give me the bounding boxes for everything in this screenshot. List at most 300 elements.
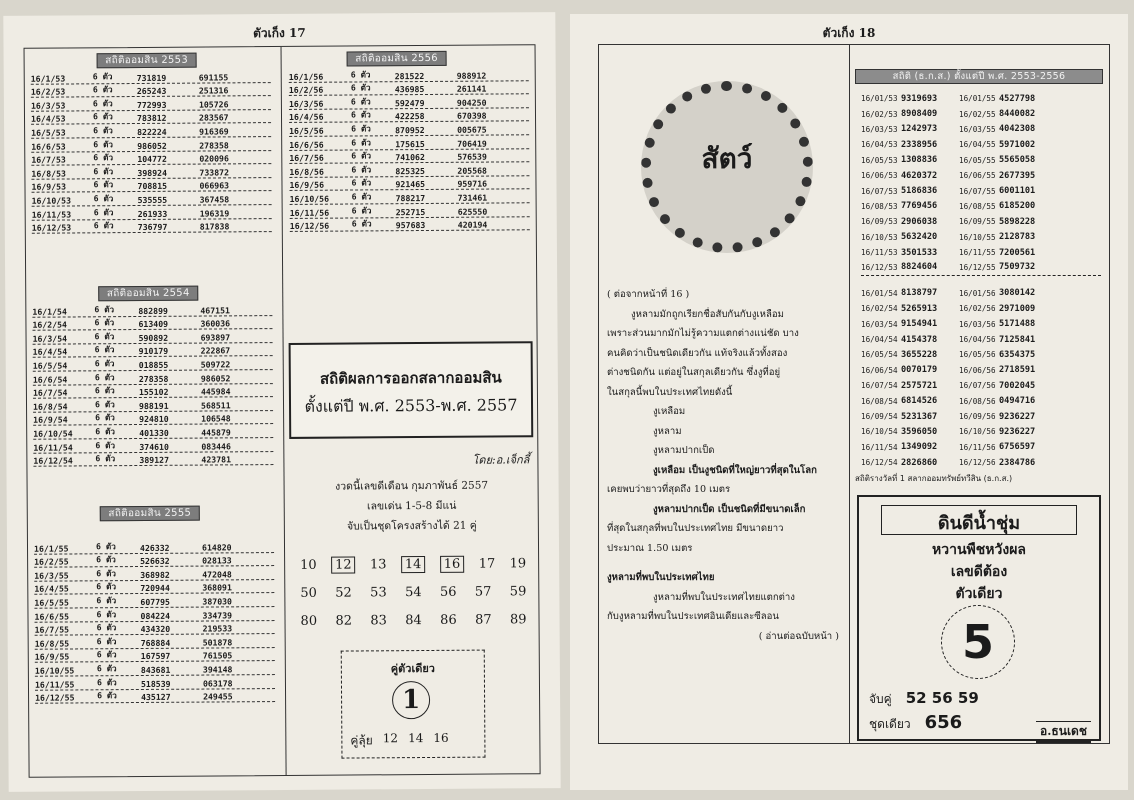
table-cell: 6 ตัว — [96, 581, 117, 592]
promo-digit: 5 — [941, 605, 1015, 679]
table-cell: 6 ตัว — [92, 70, 113, 81]
stats-row — [861, 378, 1101, 393]
table-cell: 568511 — [200, 400, 231, 411]
table-cell: 6 ตัว — [94, 344, 115, 355]
table-cell: 16/12/53 — [31, 222, 72, 233]
stats-cell: 16/08/56 — [959, 396, 996, 406]
table-cell: 518539 — [140, 678, 171, 689]
number-cell: 50 — [300, 585, 317, 601]
table-cell: 6 ตัว — [92, 111, 113, 122]
table-cell: 028133 — [202, 555, 232, 566]
stats-row — [861, 214, 1101, 229]
title-box — [289, 341, 534, 439]
article-line: งูเหลือม — [653, 406, 686, 417]
table-cell: 426332 — [139, 542, 170, 553]
table-cell: 6 ตัว — [95, 439, 116, 450]
single-digit: 1 — [392, 681, 430, 719]
table-cell: 16/8/56 — [289, 166, 324, 177]
table-cell: 16/2/55 — [34, 556, 69, 567]
stats-cell: 5971002 — [999, 139, 1036, 150]
table-cell: 736797 — [137, 221, 168, 233]
table-cell: 16/8/54 — [32, 401, 68, 412]
table-cell: 083446 — [201, 440, 231, 452]
stats-cell: 6185200 — [999, 201, 1036, 212]
table-cell: 6 ตัว — [351, 218, 372, 229]
table-cell: 278358 — [199, 139, 229, 151]
table-cell: 16/3/55 — [34, 570, 69, 581]
stats-cell: 16/09/56 — [959, 412, 996, 421]
table-cell: 16/12/54 — [33, 455, 73, 466]
table-cell: 607795 — [140, 596, 171, 607]
number-cell: 16 — [440, 555, 465, 572]
article-line: ประมาณ 1.50 เมตร — [607, 542, 693, 554]
table-cell: 401330 — [139, 427, 169, 438]
table-cell: 167597 — [140, 651, 171, 662]
number-cell: 57 — [474, 584, 492, 600]
table-cell: 16/3/56 — [288, 98, 324, 109]
stats-cell: 16/07/56 — [959, 381, 996, 391]
stats-cell: 2677395 — [999, 170, 1036, 181]
stats-row — [861, 316, 1101, 331]
pair-label: จับคู่ — [869, 692, 892, 706]
stats-cell: 7002045 — [999, 380, 1036, 391]
table-cell: 924810 — [139, 414, 169, 425]
table-cell: 472048 — [202, 569, 232, 580]
table-cell: 6 ตัว — [92, 84, 113, 95]
table-cell: 105726 — [198, 99, 229, 110]
number-cell: 84 — [405, 612, 422, 628]
table-cell: 16/6/54 — [32, 374, 68, 385]
stats-cell: 6354375 — [999, 349, 1036, 360]
stats-cell: 16/05/56 — [959, 350, 996, 360]
number-cell: 54 — [404, 584, 422, 600]
table-cell: 16/10/56 — [289, 193, 330, 204]
table-cell: 882899 — [138, 305, 168, 316]
table-cell: 613409 — [138, 318, 169, 330]
table-cell: 6 ตัว — [95, 453, 116, 464]
number-cell: 53 — [370, 584, 387, 600]
table-cell: 16/11/54 — [33, 441, 73, 453]
table-cell: 6 ตัว — [94, 317, 115, 328]
left-page-frame — [24, 44, 541, 778]
table-cell: 16/4/53 — [30, 113, 66, 125]
stats-cell: 2971009 — [999, 303, 1036, 314]
number-cell: 19 — [509, 555, 527, 571]
promo-pairs — [869, 689, 979, 709]
stats-cell: 7125841 — [999, 334, 1036, 345]
table-cell: 16/7/55 — [34, 624, 70, 635]
stats-cell: 8824604 — [901, 262, 938, 273]
stats-cell: 7200561 — [999, 247, 1036, 258]
article-line: งูหลาม — [653, 425, 682, 437]
table-cell: 670398 — [456, 110, 487, 122]
article-line: งูหลามมักถูกเรียกชื่อสับกันกับงูเหลือม — [631, 308, 784, 320]
table-cell: 16/8/55 — [34, 638, 70, 649]
table-cell: 281522 — [394, 70, 425, 81]
table-cell: 16/2/53 — [30, 86, 66, 97]
promo-set — [869, 712, 962, 734]
table-header-2554: สถิติออมสิน 2554 — [98, 286, 198, 302]
stats-cell: 16/03/54 — [861, 319, 898, 329]
table-cell: 445984 — [200, 386, 231, 397]
table-cell: 16/11/55 — [34, 678, 75, 690]
draw-line-3: จับเป็นชุดโครงสร้างได้ 21 คู่ — [346, 519, 477, 533]
stats-cell: 2826860 — [901, 457, 938, 468]
table-cell: 509722 — [200, 359, 231, 370]
table-cell: 283567 — [198, 112, 229, 123]
stats-cell: 4527798 — [999, 93, 1036, 104]
stats-cell: 7769456 — [901, 201, 938, 212]
article-line: ต่างชนิดกัน แต่อยู่ในสกุลเดียวกัน ซึ่งงูที่อยู่ — [607, 367, 781, 378]
table-cell: 205568 — [457, 165, 488, 176]
stats-cell: 16/10/55 — [959, 232, 996, 242]
stats-cell: 2128783 — [999, 232, 1036, 243]
table-cell: 6 ตัว — [93, 152, 114, 163]
stats-cell: 16/11/56 — [959, 442, 996, 452]
stats-cell: 16/02/54 — [861, 304, 898, 314]
table-cell: 360036 — [200, 318, 231, 329]
stats-row — [861, 168, 1101, 183]
stats-cell: 16/06/54 — [861, 365, 898, 375]
table-cell: 691155 — [198, 71, 229, 83]
stats-cell: 16/10/54 — [861, 427, 898, 437]
table-cell: 6 ตัว — [93, 179, 114, 190]
stats-cell: 16/11/53 — [861, 248, 898, 258]
right-page-frame — [598, 44, 1110, 744]
stats-cell: 16/10/56 — [959, 427, 996, 437]
table-cell: 6 ตัว — [94, 398, 115, 410]
draw-line-2: เลขเด่น 1-5-8 มีแน่ — [366, 499, 457, 513]
table-cell: 916369 — [199, 126, 229, 137]
table-cell: 261141 — [456, 83, 487, 94]
stats-cell: 16/01/55 — [959, 94, 996, 104]
table-cell: 16/10/55 — [34, 665, 75, 676]
number-grid — [300, 549, 527, 635]
table-cell: 6 ตัว — [350, 82, 371, 93]
table-cell: 367458 — [199, 194, 230, 205]
stats-header: สถิติ (ธ.ก.ส.) ตั้งแต่ปี พ.ศ. 2553-2556 — [855, 69, 1103, 84]
table-cell: 6 ตัว — [351, 136, 372, 148]
table-cell: 741062 — [395, 152, 425, 163]
table-cell: 6 ตัว — [95, 540, 116, 551]
stats-cell: 7509732 — [999, 262, 1036, 273]
promo-title: ดินดีน้ำชุ่ม — [937, 513, 1021, 534]
single-box-title: คู่ตัวเดียว — [390, 661, 436, 676]
table-cell: 374610 — [139, 441, 169, 452]
table-cell: 16/2/54 — [32, 319, 68, 330]
article-line: งูหลามที่พบในประเทศไทย — [607, 572, 715, 583]
table-cell: 423781 — [201, 454, 232, 465]
promo-line-2: เลขดีต้อง — [950, 564, 1008, 580]
single-box — [341, 650, 486, 759]
stats-cell: 1242973 — [901, 124, 938, 135]
stats-cell: 5265913 — [901, 303, 938, 314]
article-intro: ( ต่อจากหน้าที่ 16 ) — [607, 289, 690, 300]
number-row — [300, 577, 526, 607]
table-cell: 435127 — [141, 691, 171, 703]
title-line-2: ตั้งแต่ปี พ.ศ. 2553-พ.ศ. 2557 — [304, 395, 518, 416]
stats-cell: 16/10/53 — [861, 232, 898, 242]
left-page — [3, 12, 560, 792]
table-cell: 6 ตัว — [93, 138, 114, 149]
table-cell: 910179 — [138, 346, 169, 357]
table-cell: 16/12/56 — [289, 220, 330, 232]
table-cell: 16/5/54 — [32, 360, 68, 371]
stats-cell: 4620372 — [901, 170, 938, 181]
promo-signature: อ.ธนเดช — [1036, 721, 1091, 743]
stats-cell: 16/07/54 — [861, 381, 898, 391]
number-row — [300, 605, 526, 635]
table-cell: 018855 — [138, 359, 169, 370]
stats-cell: 8138797 — [901, 288, 938, 299]
stats-cell: 16/12/55 — [959, 262, 996, 272]
table-cell: 6 ตัว — [94, 385, 115, 396]
table-cell: 16/12/55 — [35, 692, 75, 703]
stats-cell: 16/02/56 — [959, 304, 996, 314]
table-cell: 436985 — [394, 84, 425, 95]
table-cell: 394148 — [202, 664, 233, 675]
table-cell: 066963 — [199, 180, 230, 191]
stats-cell: 5565058 — [999, 155, 1036, 166]
table-cell: 398924 — [137, 167, 168, 178]
table-cell: 16/6/55 — [34, 611, 70, 622]
stats-cell: 2575721 — [901, 380, 938, 391]
table-cell: 817838 — [199, 221, 230, 232]
table-cell: 6 ตัว — [96, 622, 117, 633]
stats-cell: 16/12/53 — [861, 262, 898, 272]
column-divider — [281, 47, 287, 775]
table-cell: 6 ตัว — [351, 204, 372, 216]
table-cell: 16/6/56 — [289, 139, 324, 150]
number-cell: 87 — [475, 612, 492, 628]
stats-cell: 16/06/55 — [959, 171, 996, 181]
article-continue: ( อ่านต่อฉบับหน้า ) — [758, 630, 839, 642]
stats-cell: 8908409 — [901, 109, 938, 120]
table-cell: 904250 — [456, 97, 487, 108]
stats-cell: 9154941 — [901, 319, 938, 330]
stats-row — [861, 230, 1101, 245]
stats-row — [861, 183, 1101, 198]
table-cell: 196319 — [199, 207, 230, 219]
table-cell: 6 ตัว — [351, 164, 372, 175]
stats-cell: 16/05/55 — [959, 155, 996, 165]
stats-cell: 16/01/56 — [959, 288, 996, 298]
table-cell: 843681 — [140, 664, 171, 675]
table-cell: 084224 — [140, 610, 171, 621]
right-page — [570, 14, 1128, 790]
table-cell: 434320 — [140, 623, 171, 635]
stats-cell: 16/06/56 — [959, 365, 996, 375]
table-cell: 16/9/54 — [33, 414, 68, 426]
pair-value: 14 — [408, 731, 424, 746]
table-cell: 16/3/53 — [30, 100, 66, 111]
stats-cell: 2338956 — [901, 139, 938, 150]
table-cell: 16/7/56 — [289, 152, 324, 164]
stats-row — [861, 424, 1101, 439]
stats-cell: 1349092 — [901, 442, 938, 453]
stats-cell: 16/01/53 — [861, 94, 898, 104]
stats-cell: 2906038 — [901, 216, 938, 227]
table-2553 — [31, 69, 272, 234]
table-cell: 6 ตัว — [96, 595, 117, 606]
stats-cell: 16/11/55 — [959, 248, 996, 258]
number-cell: 12 — [331, 556, 356, 573]
table-2555 — [34, 539, 275, 704]
table-cell: 155102 — [138, 386, 169, 398]
stats-footer: สถิติรางวัลที่ 1 สลากออมทรัพย์ทวีสิน (ธ.ก.ส.) — [855, 474, 1013, 483]
stats-cell: 2384786 — [999, 457, 1036, 468]
promo-line-3: ตัวเดียว — [955, 586, 1003, 602]
table-cell: 592479 — [394, 97, 425, 108]
table-cell: 16/1/55 — [33, 543, 69, 554]
stats-cell: 16/01/54 — [861, 288, 898, 298]
stats-cell: 16/07/55 — [959, 186, 996, 196]
table-cell: 731819 — [136, 72, 167, 83]
table-cell: 576539 — [457, 151, 487, 162]
stats-row — [861, 245, 1101, 260]
stats-cell: 16/09/53 — [861, 217, 898, 227]
table-row — [35, 689, 275, 704]
table-cell: 6 ตัว — [351, 191, 372, 202]
table-cell: 368982 — [140, 569, 170, 580]
table-cell: 467151 — [200, 304, 230, 316]
stats-row — [861, 137, 1101, 152]
stats-cell: 0070179 — [901, 365, 938, 376]
stats-cell: 16/04/55 — [959, 140, 996, 150]
pair-values: 52 56 59 — [905, 689, 979, 707]
table-cell: 005675 — [457, 124, 487, 135]
promo-box — [857, 495, 1101, 741]
stats-cell: 16/05/54 — [861, 350, 898, 360]
table-cell: 445879 — [201, 427, 231, 438]
table-row — [33, 452, 273, 467]
number-cell: 86 — [440, 612, 457, 628]
table-2554 — [32, 302, 273, 467]
table-cell: 16/1/56 — [288, 71, 324, 82]
table-row — [32, 219, 272, 234]
number-cell: 89 — [509, 611, 527, 627]
table-header-2553: สถิติออมสิน 2553 — [97, 53, 197, 69]
column-divider — [849, 45, 850, 743]
stats-cell: 3080142 — [999, 288, 1036, 299]
table-cell: 16/10/53 — [31, 195, 72, 206]
table-cell: 6 ตัว — [94, 358, 115, 369]
table-cell: 535555 — [137, 194, 168, 205]
table-cell: 988191 — [138, 400, 169, 411]
stats-cell: 16/08/55 — [959, 201, 996, 211]
table-cell: 16/9/53 — [31, 181, 67, 193]
table-cell: 16/7/54 — [32, 387, 68, 398]
table-2556 — [289, 67, 530, 232]
left-page-header: ตัวเก็ง 17 — [253, 25, 306, 41]
stats-row — [861, 91, 1101, 106]
table-cell: 16/1/53 — [30, 73, 66, 84]
stats-cell: 9236227 — [999, 411, 1036, 422]
stats-cell: 16/11/54 — [861, 442, 898, 452]
table-cell: 720944 — [140, 583, 170, 594]
table-cell: 822224 — [137, 126, 167, 137]
table-cell: 106548 — [201, 413, 231, 424]
table-cell: 501878 — [202, 637, 233, 648]
stats-row — [861, 122, 1101, 137]
table-cell: 6 ตัว — [351, 123, 371, 134]
article-line: กับงูหลามที่พบในประเทศอินเดียและซีลอน — [607, 611, 779, 622]
table-row — [290, 217, 530, 232]
table-cell: 6 ตัว — [350, 68, 371, 80]
stats-cell: 16/12/56 — [959, 458, 996, 468]
article-line: งูหลามปากเป็ด เป็นชนิดที่มีขนาดเล็ก — [653, 503, 806, 515]
stats-row — [861, 260, 1101, 275]
stats-cell: 16/04/56 — [959, 335, 996, 345]
table-cell: 6 ตัว — [93, 206, 114, 217]
pairs-label: คู่ลุ้ย — [350, 733, 373, 748]
stats-row — [861, 363, 1101, 378]
pair-value: 16 — [433, 730, 449, 745]
table-cell: 6 ตัว — [351, 150, 372, 161]
table-cell: 614820 — [201, 541, 232, 553]
stats-cell: 16/08/54 — [861, 396, 898, 406]
table-cell: 420194 — [457, 219, 488, 230]
table-cell: 16/5/56 — [289, 125, 324, 136]
table-cell: 6 ตัว — [95, 412, 115, 423]
single-box-pairs — [350, 731, 448, 751]
promo-line-1: หวานพืชหวังผล — [932, 542, 1026, 558]
stats-row — [861, 393, 1101, 408]
stats-cell: 16/09/55 — [959, 217, 996, 227]
table-cell: 733872 — [199, 167, 230, 178]
stats-cell: 6001101 — [999, 186, 1036, 197]
number-cell: 13 — [369, 556, 387, 572]
stats-row — [861, 106, 1101, 121]
stats-cell: 1308836 — [901, 155, 938, 166]
table-cell: 708815 — [137, 181, 168, 192]
article-line: คนคิดว่าเป็นชนิดเดียวกัน แท้จริงแล้วทั้งสอง — [607, 347, 788, 359]
stats-cell: 16/02/53 — [861, 109, 898, 119]
article-line: เคยพบว่ายาวที่สุดถึง 10 เมตร — [607, 484, 731, 495]
table-cell: 6 ตัว — [97, 690, 117, 701]
stats-cell: 16/03/56 — [959, 319, 996, 329]
stats-row — [861, 455, 1101, 470]
promo-title-box — [881, 505, 1077, 535]
stats-cell: 6756597 — [999, 442, 1036, 453]
table-cell: 261933 — [137, 208, 168, 219]
draw-line-1: งวดนี้เลขดีเดือน กุมภาพันธ์ 2557 — [335, 479, 489, 493]
article-line: ในสกุลนี้พบในประเทศไทยดังนี้ — [607, 386, 733, 398]
number-cell: 17 — [478, 556, 496, 572]
table-cell: 693897 — [200, 332, 231, 343]
table-cell: 6 ตัว — [96, 663, 117, 674]
table-header-2556: สถิติออมสิน 2556 — [347, 51, 447, 67]
stats-cell: 9319693 — [901, 93, 938, 104]
stats-row — [861, 286, 1101, 301]
number-cell: 52 — [335, 585, 352, 601]
table-cell: 16/2/56 — [288, 84, 324, 96]
stats-cell: 16/02/55 — [959, 109, 996, 119]
stats-cell: 4042308 — [999, 124, 1036, 135]
stats-cell: 4154378 — [901, 334, 938, 345]
stats-row — [861, 301, 1101, 316]
animal-circle — [641, 81, 813, 253]
title-line-1: สถิติผลการออกสลากออมสิน — [319, 368, 502, 388]
table-cell: 219533 — [202, 623, 233, 634]
table-cell: 6 ตัว — [96, 676, 117, 687]
article — [607, 285, 843, 646]
table-cell: 959716 — [457, 178, 488, 190]
stats-cell: 8440082 — [999, 109, 1036, 120]
table-cell: 16/9/55 — [34, 651, 70, 663]
table-cell: 265243 — [136, 85, 167, 97]
stats-cell: 5171488 — [999, 319, 1036, 330]
